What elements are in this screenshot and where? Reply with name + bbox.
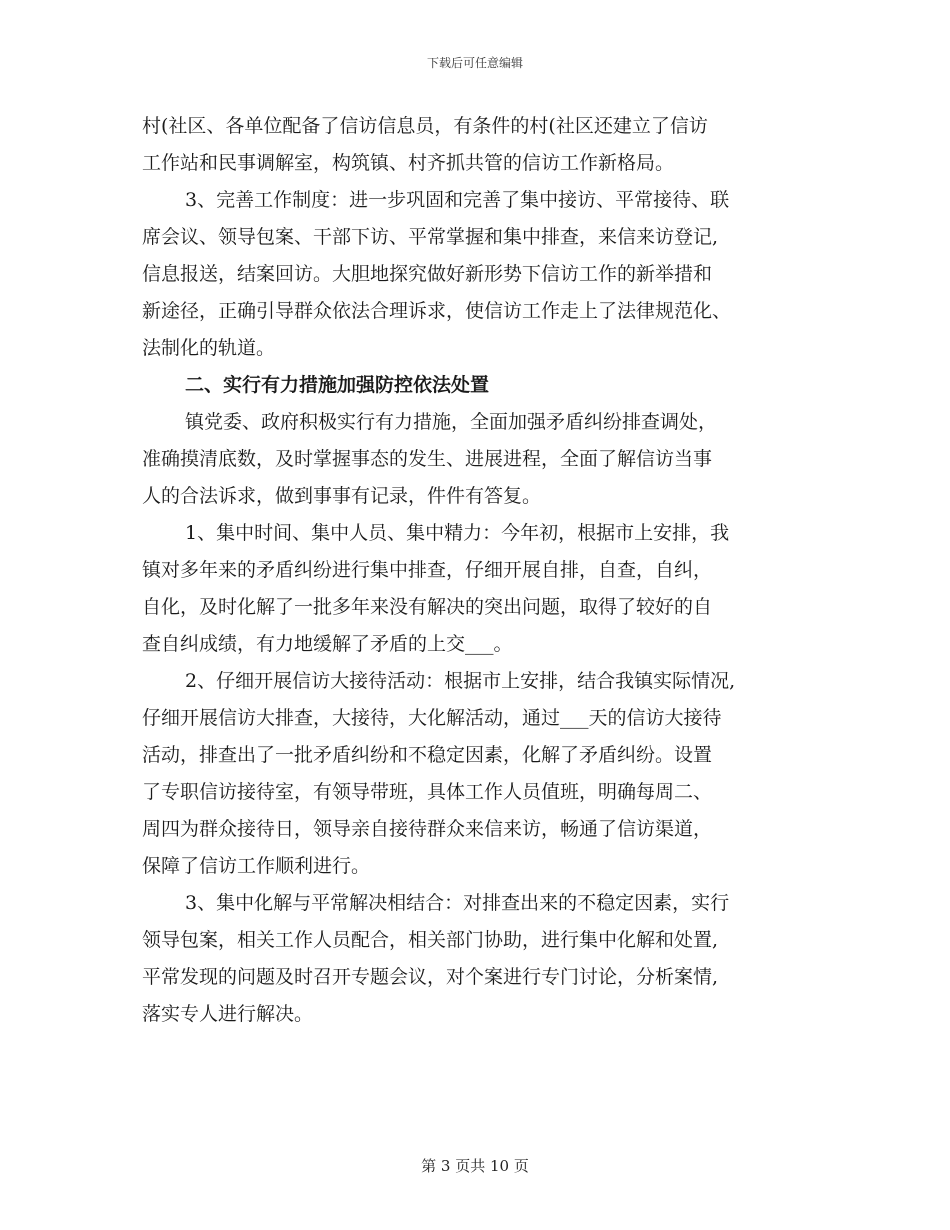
text-line: 准确摸清底数，及时掌握事态的发生、进展进程，全面了解信访当事 <box>142 448 713 470</box>
text-line: 2、仔细开展信访大接待活动：根据市上安排，结合我镇实际情况, <box>185 670 736 692</box>
page-footer: 第 3 页共 10 页 <box>421 1157 529 1175</box>
page-header: 下载后可任意编辑 <box>426 56 523 70</box>
text-line: 法制化的轨道。 <box>142 337 276 359</box>
text-line: 村(社区、各单位配备了信访信息员，有条件的村(社区还建立了信访 <box>142 115 708 137</box>
text-line: 了专职信访接待室，有领导带班，具体工作人员值班，明确每周二、 <box>142 781 713 803</box>
document-body <box>142 108 822 1033</box>
text-line: 席会议、领导包案、干部下访、平常掌握和集中排查，来信来访登记, <box>142 226 719 248</box>
text-line: 人的合法诉求，做到事事有记录，件件有答复。 <box>142 485 542 507</box>
text-line: 活动，排查出了一批矛盾纠纷和不稳定因素，化解了矛盾纠纷。设置 <box>142 744 713 766</box>
text-line: 镇对多年来的矛盾纠纷进行集中排查，仔细开展自排，自查，自纠， <box>142 559 713 581</box>
text-line: 查自纠成绩，有力地缓解了矛盾的上交___。 <box>142 633 513 655</box>
text-line: 信息报送，结案回访。大胆地探究做好新形势下信访工作的新举措和 <box>142 263 713 285</box>
text-line: 仔细开展信访大排查，大接待，大化解活动，通过___天的信访大接待 <box>142 707 722 729</box>
text-line: 3、集中化解与平常解决相结合：对排查出来的不稳定因素，实行 <box>185 892 730 914</box>
text-line: 领导包案，相关工作人员配合，相关部门协助，进行集中化解和处置, <box>142 929 719 951</box>
text-line: 周四为群众接待日，领导亲自接待群众来信来访，畅通了信访渠道， <box>142 818 713 840</box>
text-line: 新途径，正确引导群众依法合理诉求，使信访工作走上了法律规范化、 <box>142 300 732 322</box>
text-line: 1、集中时间、集中人员、集中精力：今年初，根据市上安排，我 <box>185 522 730 544</box>
text-line: 保障了信访工作顺利进行。 <box>142 855 371 877</box>
section-heading: 二、实行有力措施加强防控依法处置 <box>185 374 490 396</box>
text-line: 自化，及时化解了一批多年来没有解决的突出问题，取得了较好的自 <box>142 596 713 618</box>
text-line: 落实专人进行解决。 <box>142 1003 314 1025</box>
text-line: 平常发现的问题及时召开专题会议，对个案进行专门讨论，分析案情, <box>142 966 719 988</box>
text-line: 工作站和民事调解室，构筑镇、村齐抓共管的信访工作新格局。 <box>142 152 675 174</box>
text-line: 3、完善工作制度：进一步巩固和完善了集中接访、平常接待、联 <box>185 189 730 211</box>
text-line: 镇党委、政府积极实行有力措施，全面加强矛盾纠纷排查调处， <box>185 411 718 433</box>
